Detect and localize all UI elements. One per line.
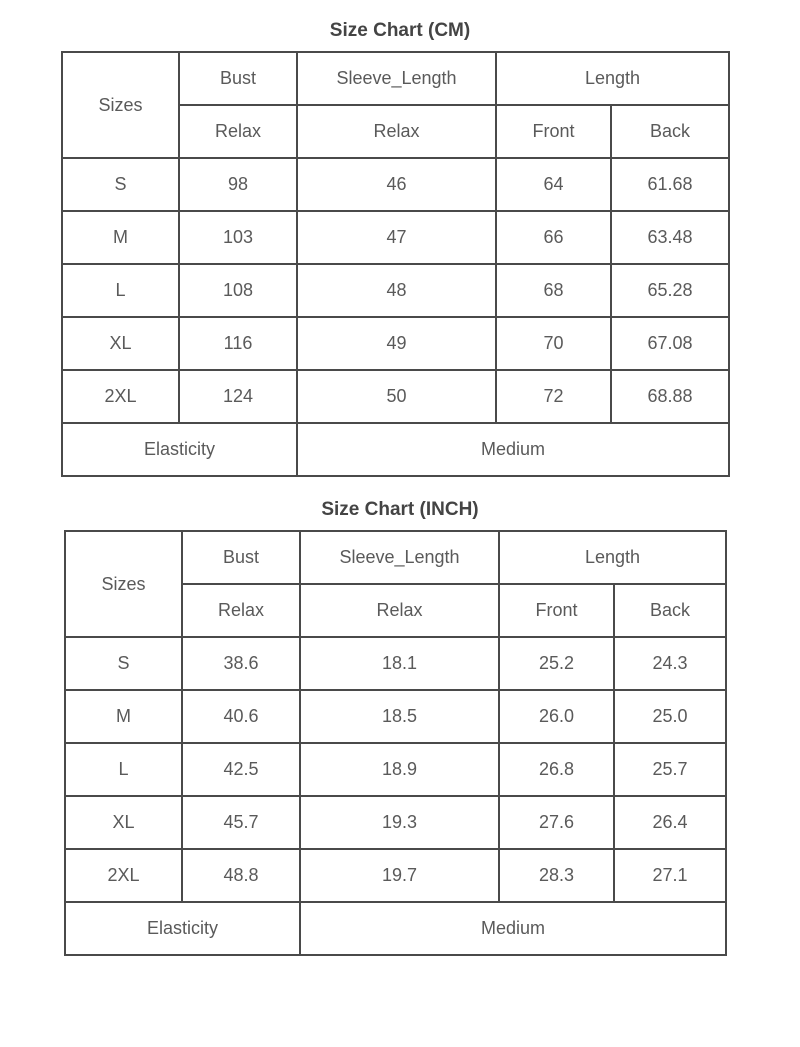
- header-sizes: Sizes: [62, 52, 179, 158]
- subheader-sleeve-relax: Relax: [300, 584, 499, 637]
- subheader-back: Back: [614, 584, 726, 637]
- front-cell: 68: [496, 264, 611, 317]
- size-chart-cm-table: [61, 51, 730, 477]
- subheader-front: Front: [499, 584, 614, 637]
- elasticity-row: [62, 423, 729, 476]
- table-row: [62, 370, 729, 423]
- bust-cell: 103: [179, 211, 297, 264]
- back-cell: 24.3: [614, 637, 726, 690]
- front-cell: 64: [496, 158, 611, 211]
- header-length: Length: [496, 52, 729, 105]
- sleeve-cell: 18.1: [300, 637, 499, 690]
- size-cell: L: [62, 264, 179, 317]
- bust-cell: 124: [179, 370, 297, 423]
- bust-cell: 98: [179, 158, 297, 211]
- table-row: [65, 849, 726, 902]
- table-row: [62, 158, 729, 211]
- elasticity-row: [65, 902, 726, 955]
- elasticity-label: Elasticity: [65, 902, 300, 955]
- header-length: Length: [499, 531, 726, 584]
- header-sizes: Sizes: [65, 531, 182, 637]
- elasticity-label: Elasticity: [62, 423, 297, 476]
- bust-cell: 116: [179, 317, 297, 370]
- size-cell: XL: [62, 317, 179, 370]
- header-bust: Bust: [182, 531, 300, 584]
- subheader-back: Back: [611, 105, 729, 158]
- bust-cell: 45.7: [182, 796, 300, 849]
- sleeve-cell: 48: [297, 264, 496, 317]
- back-cell: 63.48: [611, 211, 729, 264]
- size-cell: S: [62, 158, 179, 211]
- front-cell: 26.0: [499, 690, 614, 743]
- size-chart-inch-title: Size Chart (INCH): [321, 499, 479, 520]
- header-row: [65, 531, 726, 584]
- size-cell: S: [65, 637, 182, 690]
- subheader-bust-relax: Relax: [179, 105, 297, 158]
- front-cell: 28.3: [499, 849, 614, 902]
- size-cell: 2XL: [62, 370, 179, 423]
- back-cell: 25.7: [614, 743, 726, 796]
- back-cell: 25.0: [614, 690, 726, 743]
- size-cell: L: [65, 743, 182, 796]
- bust-cell: 38.6: [182, 637, 300, 690]
- subheader-sleeve-relax: Relax: [297, 105, 496, 158]
- sleeve-cell: 19.7: [300, 849, 499, 902]
- size-cell: 2XL: [65, 849, 182, 902]
- size-cell: XL: [65, 796, 182, 849]
- sleeve-cell: 47: [297, 211, 496, 264]
- sleeve-cell: 19.3: [300, 796, 499, 849]
- sleeve-cell: 46: [297, 158, 496, 211]
- back-cell: 27.1: [614, 849, 726, 902]
- back-cell: 67.08: [611, 317, 729, 370]
- sleeve-cell: 18.9: [300, 743, 499, 796]
- size-cell: M: [62, 211, 179, 264]
- back-cell: 68.88: [611, 370, 729, 423]
- bust-cell: 108: [179, 264, 297, 317]
- header-row: [62, 52, 729, 105]
- header-sleeve-length: Sleeve_Length: [297, 52, 496, 105]
- table-row: [65, 743, 726, 796]
- table-row: [62, 317, 729, 370]
- sleeve-cell: 50: [297, 370, 496, 423]
- front-cell: 26.8: [499, 743, 614, 796]
- back-cell: 26.4: [614, 796, 726, 849]
- sleeve-cell: 18.5: [300, 690, 499, 743]
- size-cell: M: [65, 690, 182, 743]
- size-chart-inch-table: [64, 530, 727, 956]
- front-cell: 70: [496, 317, 611, 370]
- table-row: [62, 264, 729, 317]
- bust-cell: 40.6: [182, 690, 300, 743]
- sleeve-cell: 49: [297, 317, 496, 370]
- front-cell: 66: [496, 211, 611, 264]
- bust-cell: 48.8: [182, 849, 300, 902]
- table-row: [65, 690, 726, 743]
- subheader-bust-relax: Relax: [182, 584, 300, 637]
- front-cell: 72: [496, 370, 611, 423]
- table-row: [65, 637, 726, 690]
- front-cell: 27.6: [499, 796, 614, 849]
- header-sleeve-length: Sleeve_Length: [300, 531, 499, 584]
- table-row: [65, 796, 726, 849]
- front-cell: 25.2: [499, 637, 614, 690]
- elasticity-value: Medium: [297, 423, 729, 476]
- header-bust: Bust: [179, 52, 297, 105]
- size-chart-cm-title: Size Chart (CM): [329, 20, 471, 41]
- table-row: [62, 211, 729, 264]
- elasticity-value: Medium: [300, 902, 726, 955]
- bust-cell: 42.5: [182, 743, 300, 796]
- back-cell: 61.68: [611, 158, 729, 211]
- subheader-front: Front: [496, 105, 611, 158]
- back-cell: 65.28: [611, 264, 729, 317]
